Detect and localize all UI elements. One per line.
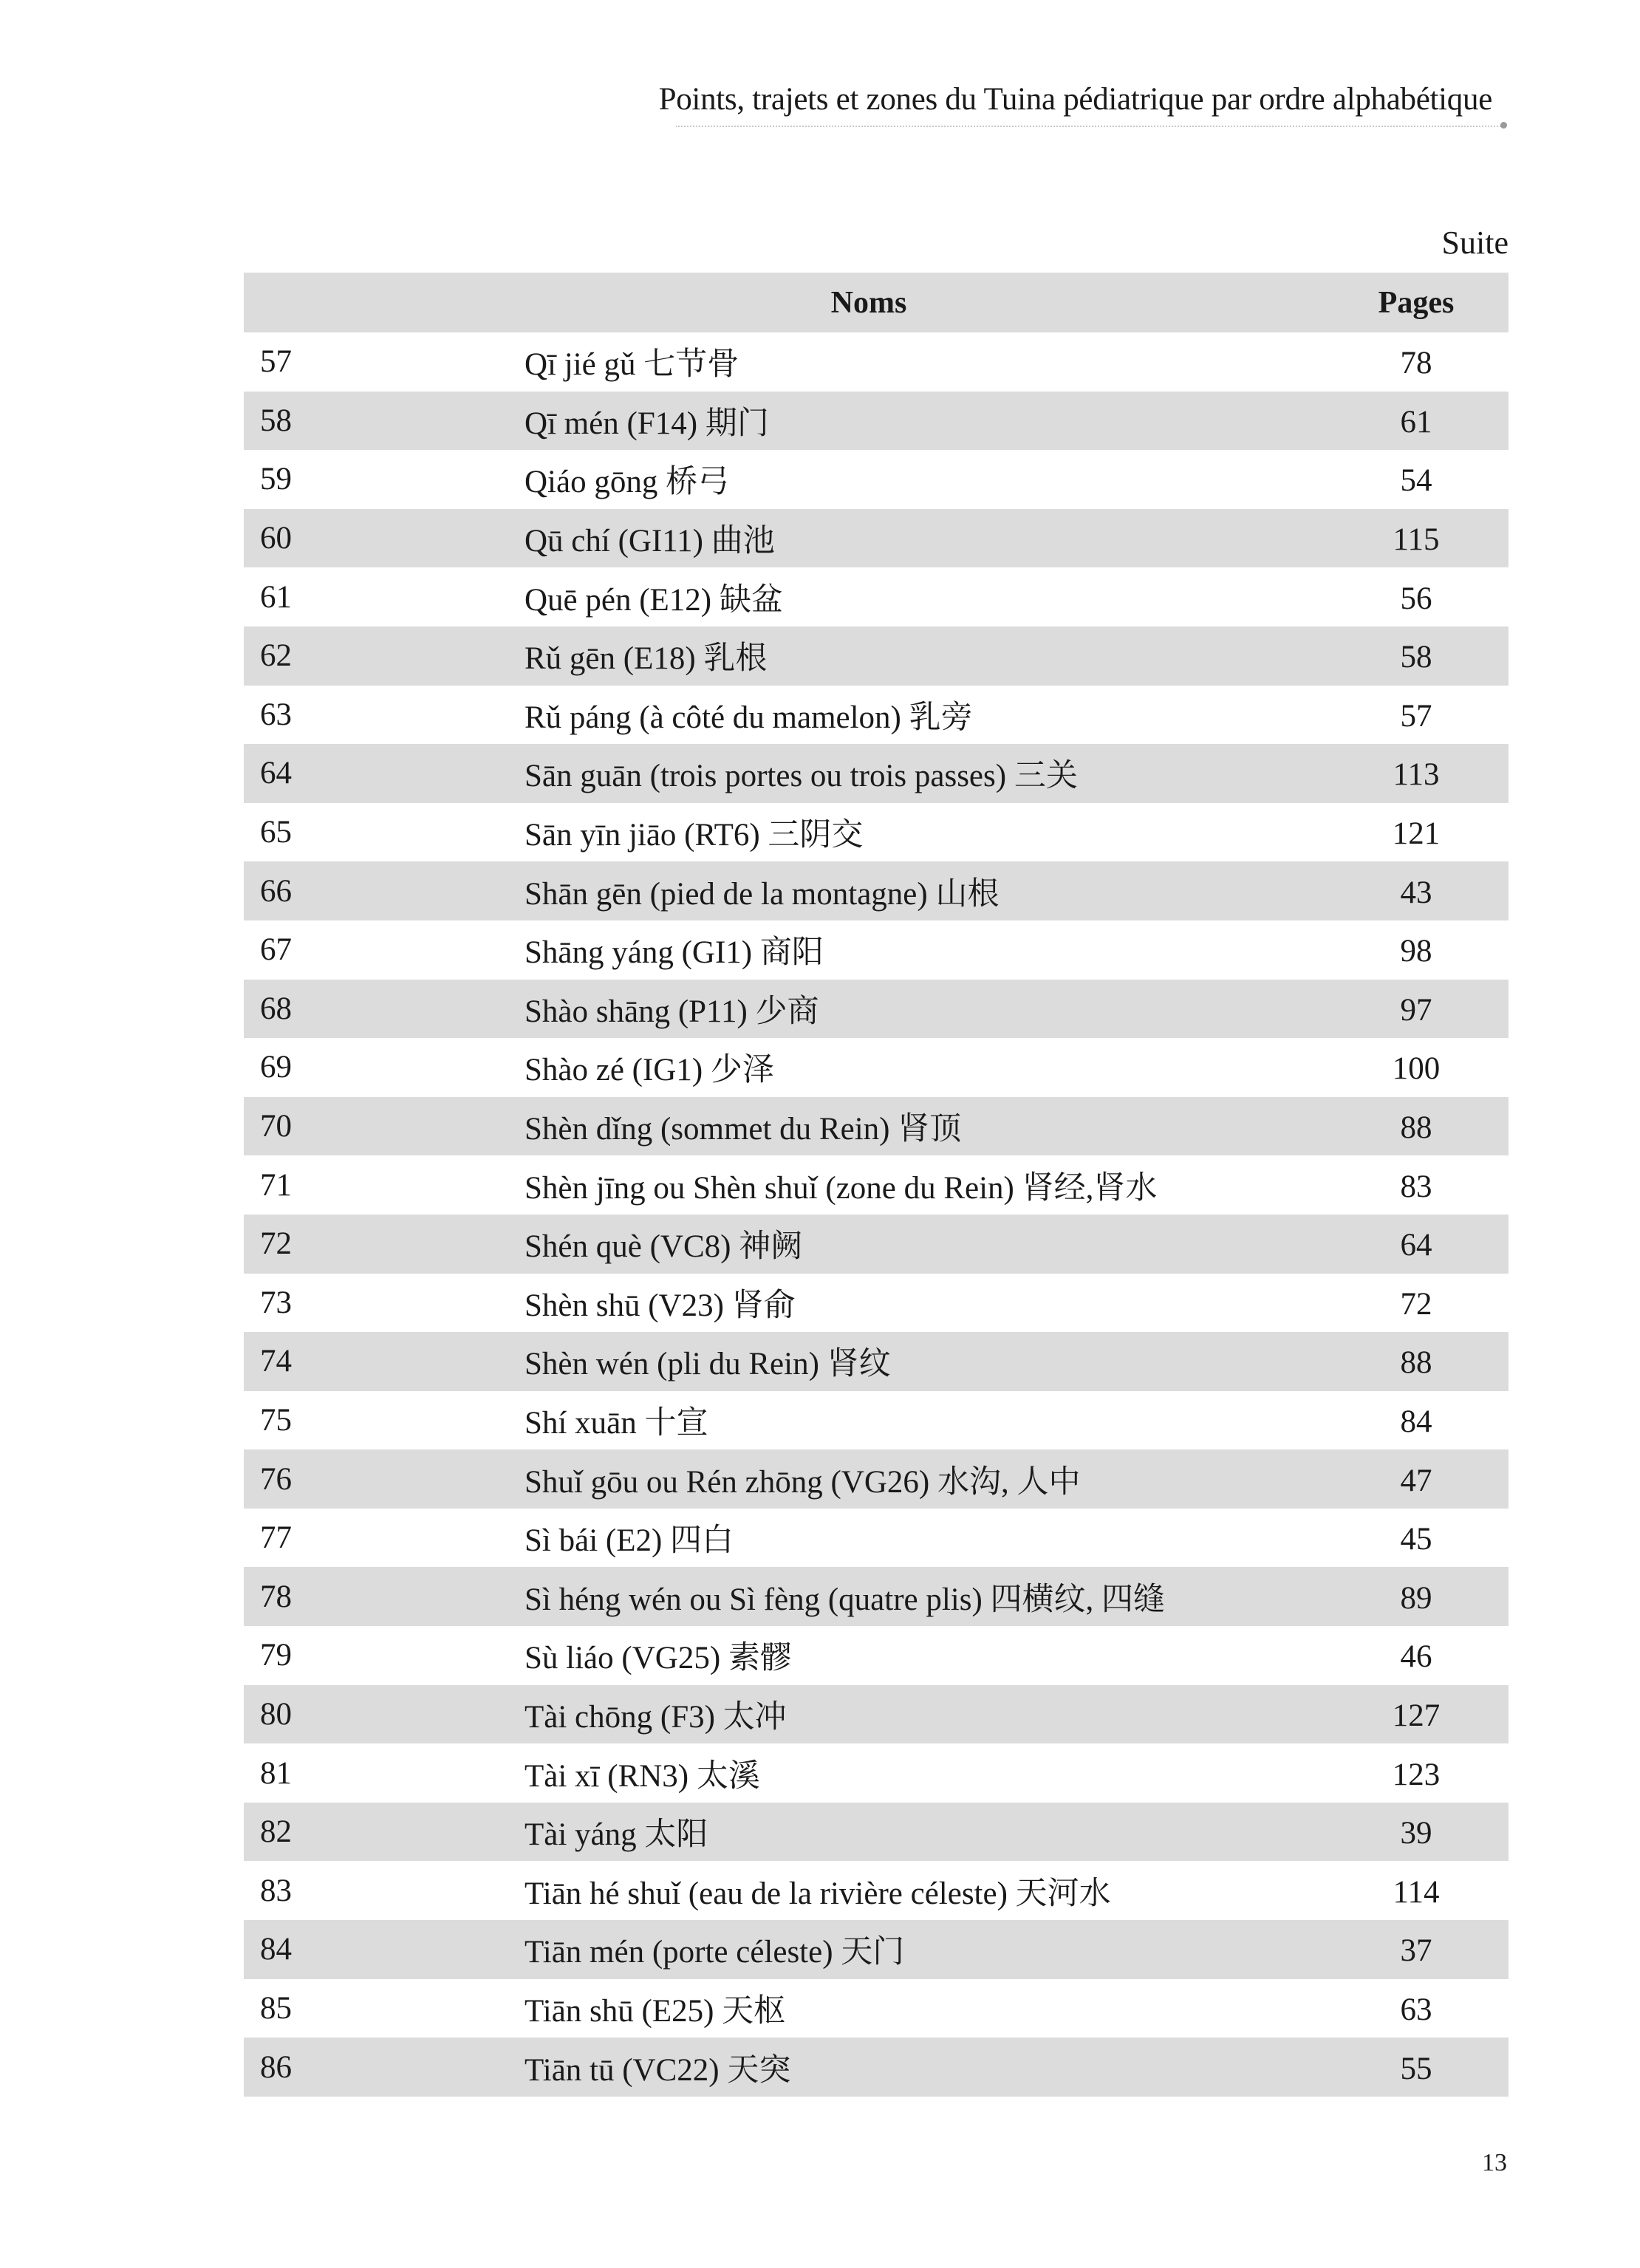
row-name: Shuǐ gōu ou Rén zhōng (VG26) 水沟, 人中 bbox=[525, 1464, 1081, 1500]
row-number: 69 bbox=[260, 1050, 292, 1085]
row-name: Qī mén (F14) 期门 bbox=[525, 406, 769, 441]
table-row bbox=[244, 861, 1509, 920]
table-row bbox=[244, 1685, 1509, 1744]
row-name: Tài yáng 太阳 bbox=[525, 1817, 708, 1853]
row-page: 58 bbox=[1400, 640, 1432, 675]
row-number: 71 bbox=[260, 1167, 292, 1203]
row-number: 78 bbox=[260, 1579, 292, 1614]
row-name: Tài xī (RN3) 太溪 bbox=[525, 1758, 760, 1794]
row-name: Shào zé (IG1) 少泽 bbox=[525, 1053, 774, 1088]
row-number: 83 bbox=[260, 1873, 292, 1908]
table-body bbox=[244, 332, 1509, 2097]
row-number: 85 bbox=[260, 1990, 292, 2026]
row-number: 58 bbox=[260, 403, 292, 438]
row-page: 64 bbox=[1400, 1228, 1432, 1263]
table-row bbox=[244, 1391, 1509, 1450]
row-name: Tiān tū (VC22) 天突 bbox=[525, 2052, 791, 2088]
row-page: 39 bbox=[1400, 1816, 1432, 1851]
row-name: Shèn wén (pli du Rein) 肾纹 bbox=[525, 1347, 891, 1382]
row-number: 84 bbox=[260, 1932, 292, 1967]
row-page: 54 bbox=[1400, 463, 1432, 499]
table-row bbox=[244, 1215, 1509, 1274]
row-name: Shèn dǐng (sommet du Rein) 肾顶 bbox=[525, 1112, 962, 1147]
row-page: 83 bbox=[1400, 1169, 1432, 1204]
table-row bbox=[244, 1332, 1509, 1391]
row-number: 74 bbox=[260, 1344, 292, 1379]
table-header-row bbox=[244, 273, 1509, 332]
table-row bbox=[244, 1743, 1509, 1803]
row-name: Qī jié gǔ 七节骨 bbox=[525, 347, 739, 383]
page-number: 13 bbox=[1482, 2149, 1507, 2176]
row-number: 70 bbox=[260, 1109, 292, 1144]
table-row bbox=[244, 1274, 1509, 1333]
row-name: Quē pén (E12) 缺盆 bbox=[525, 582, 783, 618]
row-number: 86 bbox=[260, 2049, 292, 2085]
row-page: 56 bbox=[1400, 581, 1432, 616]
table-row bbox=[244, 1626, 1509, 1685]
row-number: 76 bbox=[260, 1461, 292, 1497]
row-page: 72 bbox=[1400, 1286, 1432, 1322]
table-row bbox=[244, 509, 1509, 568]
row-number: 73 bbox=[260, 1285, 292, 1320]
table-row bbox=[244, 744, 1509, 803]
row-page: 63 bbox=[1400, 1992, 1432, 2027]
row-number: 64 bbox=[260, 756, 292, 791]
header-dot bbox=[1500, 122, 1507, 129]
row-number: 82 bbox=[260, 1814, 292, 1850]
suite-label: Suite bbox=[1441, 225, 1509, 261]
table-row bbox=[244, 1509, 1509, 1568]
row-page: 61 bbox=[1400, 404, 1432, 440]
row-name: Sù liáo (VG25) 素髎 bbox=[525, 1641, 792, 1676]
table-row bbox=[244, 803, 1509, 862]
row-page: 97 bbox=[1400, 992, 1432, 1028]
row-page: 88 bbox=[1400, 1110, 1432, 1146]
row-name: Tiān shū (E25) 天枢 bbox=[525, 1993, 786, 2029]
header-rule bbox=[676, 126, 1503, 127]
row-name: Shào shāng (P11) 少商 bbox=[525, 994, 819, 1029]
row-number: 72 bbox=[260, 1226, 292, 1262]
row-name: Qiáo gōng 桥弓 bbox=[525, 465, 730, 500]
row-name: Sān yīn jiāo (RT6) 三阴交 bbox=[525, 818, 864, 853]
row-page: 89 bbox=[1400, 1580, 1432, 1616]
table-row bbox=[244, 1449, 1509, 1509]
points-table bbox=[244, 273, 1509, 2097]
row-number: 67 bbox=[260, 932, 292, 968]
table-row bbox=[244, 1567, 1509, 1626]
table-row bbox=[244, 1038, 1509, 1097]
row-page: 115 bbox=[1393, 522, 1440, 558]
row-name: Tài chōng (F3) 太冲 bbox=[525, 1699, 787, 1735]
row-name: Sì bái (E2) 四白 bbox=[525, 1523, 734, 1559]
row-page: 98 bbox=[1400, 934, 1432, 969]
row-name: Shān gēn (pied de la montagne) 山根 bbox=[525, 876, 1000, 912]
row-page: 88 bbox=[1400, 1345, 1432, 1381]
header-pages: Pages bbox=[1378, 285, 1455, 320]
row-number: 66 bbox=[260, 873, 292, 909]
row-page: 55 bbox=[1400, 2051, 1432, 2086]
row-number: 75 bbox=[260, 1402, 292, 1438]
row-page: 121 bbox=[1392, 816, 1441, 852]
table-row bbox=[244, 1803, 1509, 1862]
row-name: Sì héng wén ou Sì fèng (quatre plis) 四横纹, 四缝 bbox=[525, 1582, 1166, 1617]
row-page: 123 bbox=[1392, 1757, 1441, 1792]
table-row bbox=[244, 2038, 1509, 2097]
row-number: 63 bbox=[260, 697, 292, 732]
row-number: 68 bbox=[260, 991, 292, 1026]
row-page: 37 bbox=[1400, 1933, 1432, 1969]
row-name: Shén què (VC8) 神阙 bbox=[525, 1229, 803, 1265]
table-row bbox=[244, 626, 1509, 686]
table-row bbox=[244, 1097, 1509, 1156]
table-row bbox=[244, 1155, 1509, 1215]
running-title: Points, trajets et zones du Tuina pédiatrique par ordre alphabétique bbox=[658, 82, 1492, 117]
row-number: 62 bbox=[260, 638, 292, 674]
row-name: Shèn shū (V23) 肾俞 bbox=[525, 1288, 796, 1323]
row-name: Shāng yáng (GI1) 商阳 bbox=[525, 935, 824, 971]
table-row bbox=[244, 1920, 1509, 1979]
row-number: 80 bbox=[260, 1696, 292, 1732]
row-number: 59 bbox=[260, 462, 292, 497]
row-number: 79 bbox=[260, 1638, 292, 1673]
row-name: Rǔ gēn (E18) 乳根 bbox=[525, 641, 768, 677]
table-row bbox=[244, 686, 1509, 745]
row-number: 60 bbox=[260, 521, 292, 556]
header-number bbox=[244, 273, 525, 332]
row-number: 81 bbox=[260, 1755, 292, 1791]
table-row bbox=[244, 920, 1509, 980]
row-name: Shí xuān 十宣 bbox=[525, 1405, 708, 1441]
row-page: 45 bbox=[1400, 1522, 1432, 1557]
row-number: 65 bbox=[260, 815, 292, 850]
row-name: Tiān hé shuǐ (eau de la rivière céleste) 天河水 bbox=[525, 1876, 1111, 1911]
row-name: Sān guān (trois portes ou trois passes) 三关 bbox=[525, 759, 1078, 794]
row-page: 78 bbox=[1400, 346, 1432, 381]
row-page: 114 bbox=[1393, 1874, 1440, 1910]
table-row bbox=[244, 450, 1509, 509]
row-page: 57 bbox=[1400, 698, 1432, 734]
row-number: 61 bbox=[260, 579, 292, 615]
table-row bbox=[244, 980, 1509, 1039]
row-number: 57 bbox=[260, 344, 292, 380]
table-row bbox=[244, 567, 1509, 626]
row-name: Shèn jīng ou Shèn shuǐ (zone du Rein) 肾经,肾水 bbox=[525, 1170, 1158, 1206]
row-page: 46 bbox=[1400, 1639, 1432, 1675]
row-number: 77 bbox=[260, 1520, 292, 1556]
row-name: Rǔ páng (à côté du mamelon) 乳旁 bbox=[525, 700, 973, 735]
table-row bbox=[244, 1979, 1509, 2038]
row-page: 100 bbox=[1392, 1051, 1441, 1087]
table-row bbox=[244, 1861, 1509, 1920]
points-table-container bbox=[244, 273, 1509, 2097]
row-page: 43 bbox=[1400, 875, 1432, 910]
row-page: 47 bbox=[1400, 1463, 1432, 1498]
row-name: Qū chí (GI11) 曲池 bbox=[525, 524, 775, 559]
table-row bbox=[244, 332, 1509, 392]
table-row bbox=[244, 392, 1509, 451]
header-noms: Noms bbox=[830, 285, 907, 320]
row-page: 113 bbox=[1393, 757, 1440, 793]
row-page: 127 bbox=[1392, 1698, 1441, 1733]
row-page: 84 bbox=[1400, 1404, 1432, 1439]
row-name: Tiān mén (porte céleste) 天门 bbox=[525, 1935, 905, 1970]
